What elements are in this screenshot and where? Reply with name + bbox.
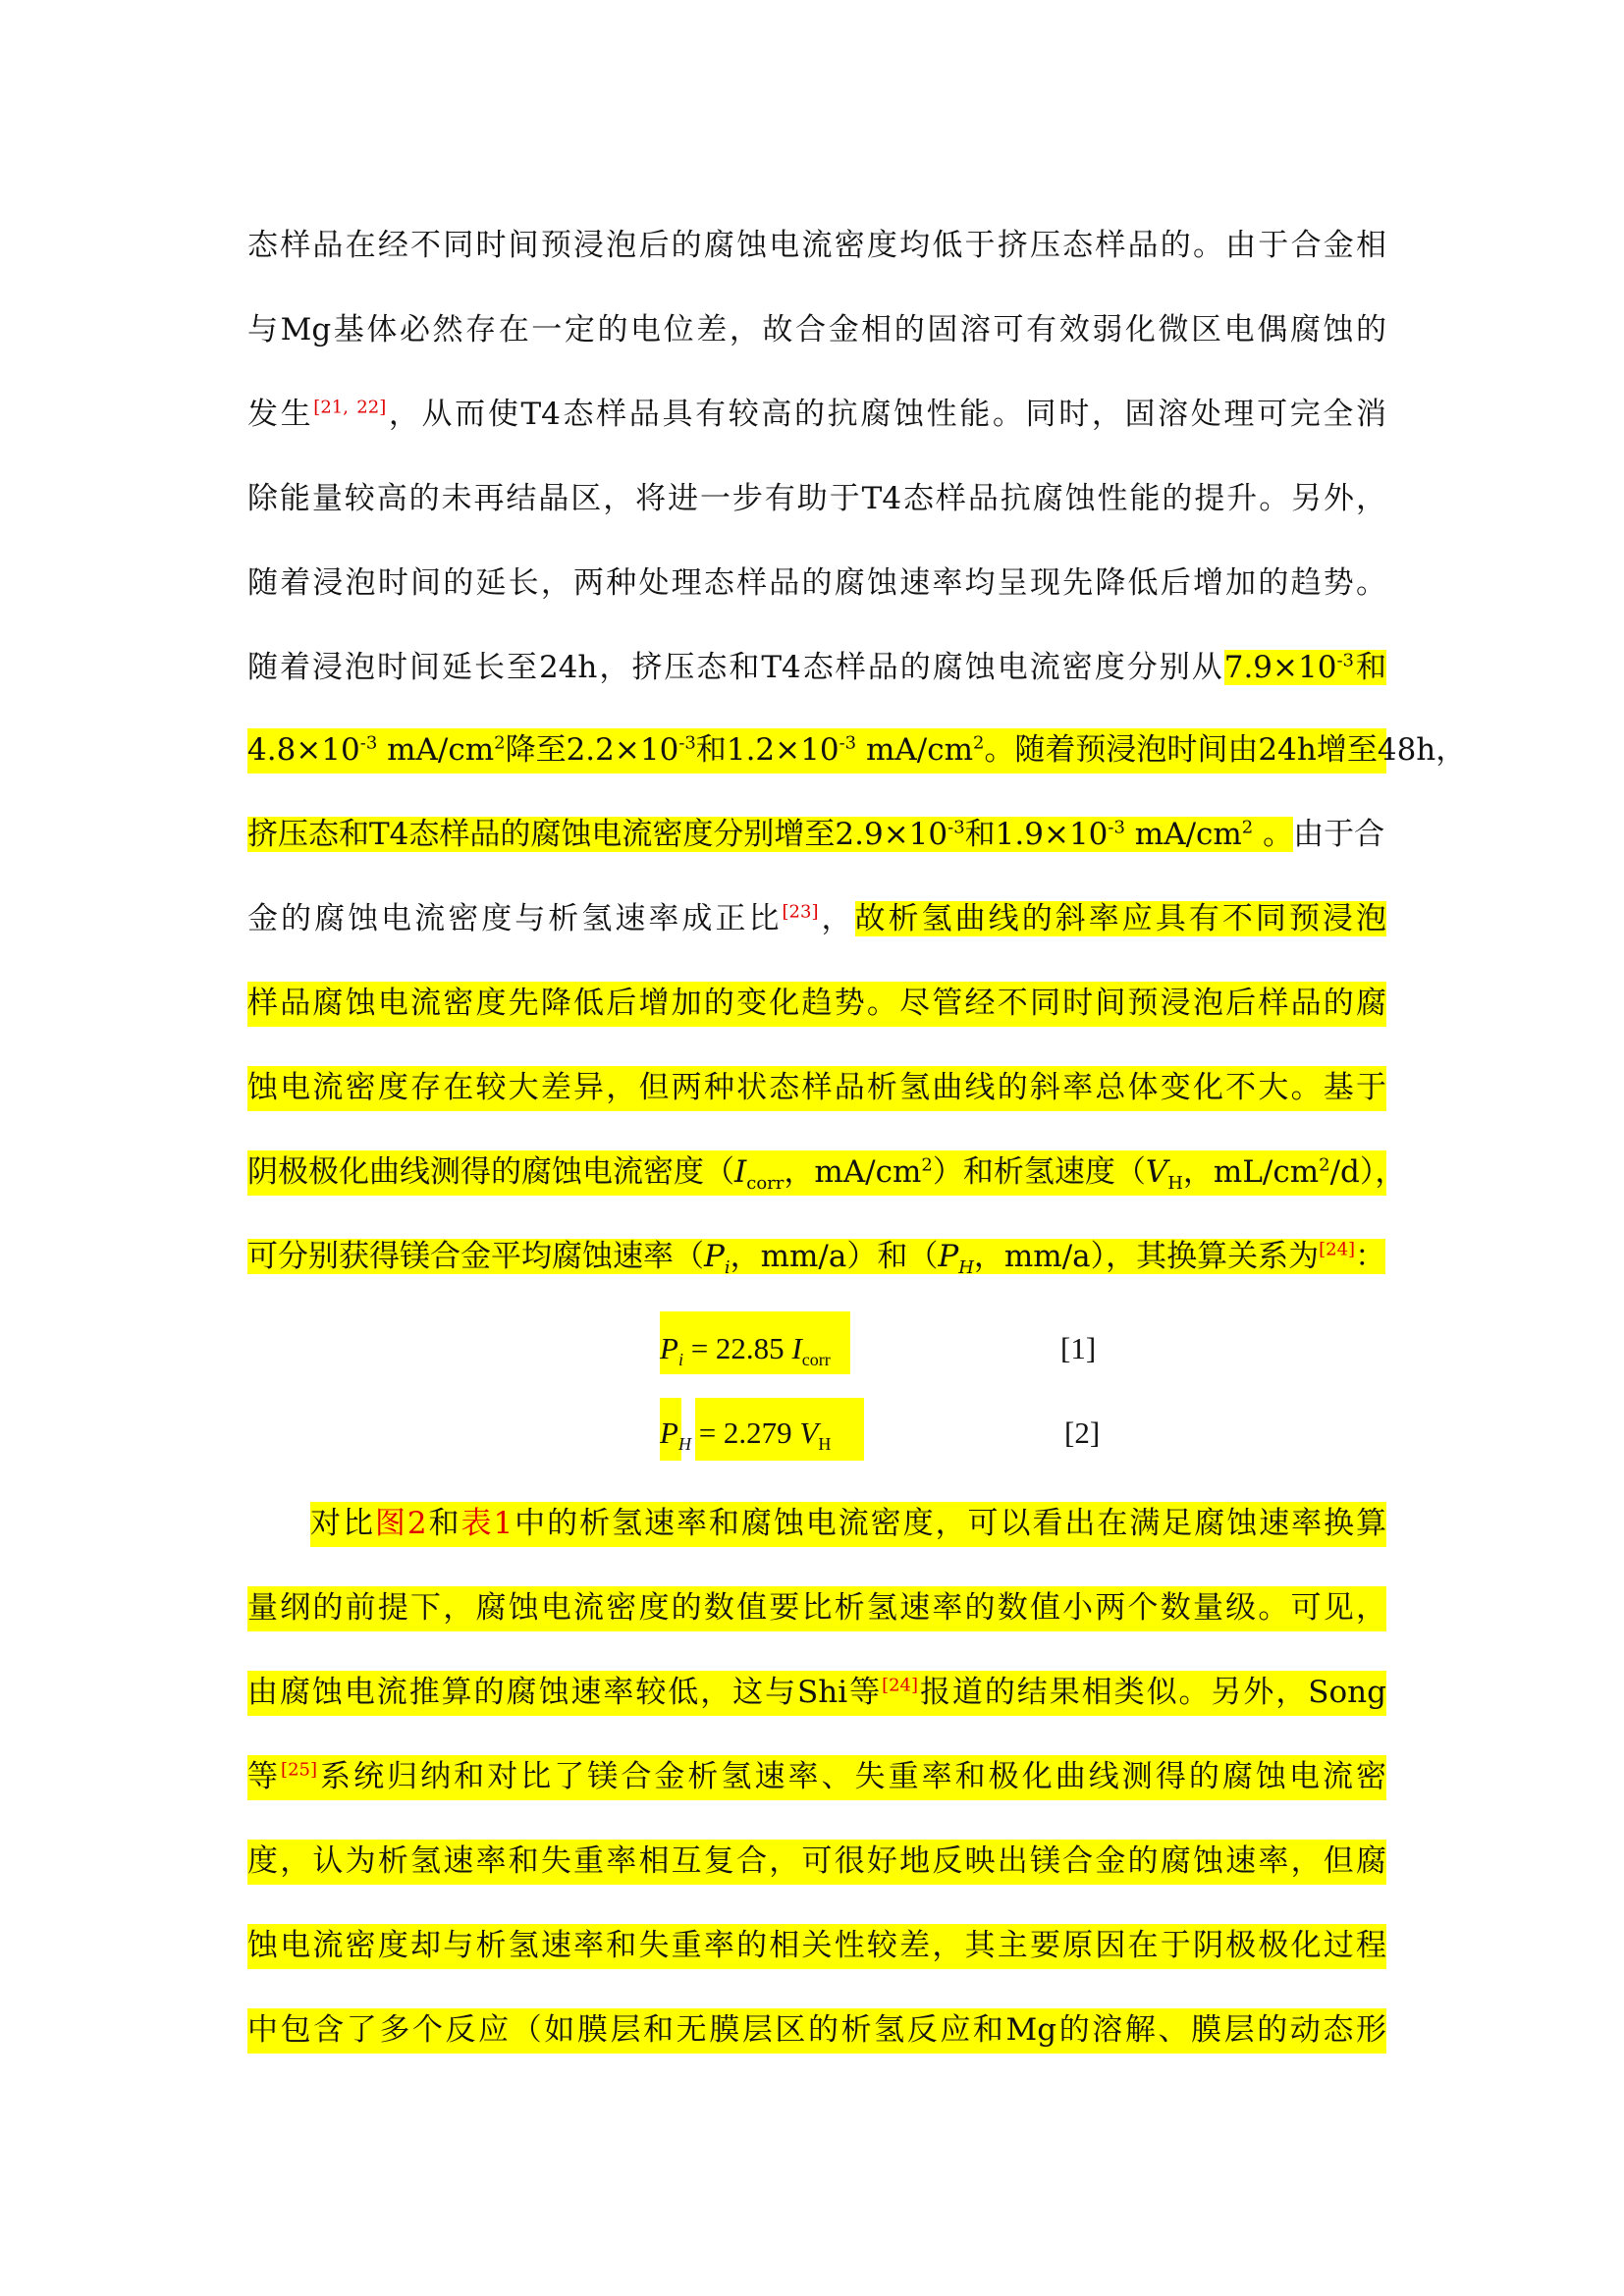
paragraph2-line-1: 对比图2和表1中的析氢速率和腐蚀电流密度，可以看出在满足腐蚀速率换算 xyxy=(310,1502,1386,1547)
equation-2-number: [2] xyxy=(1064,1415,1101,1450)
paragraph1-line-3: 发生[21, 22]，从而使T4态样品具有较高的抗腐蚀性能。同时，固溶处理可完全消 xyxy=(247,397,1387,432)
highlight-span: 挤压态和T4态样品的腐蚀电流密度分别增至$2.9\times 10^{-3}$和$1.9\times 10^{-3}$ $mA/cm^2$ 。 xyxy=(247,817,1294,852)
paragraph1-line-9: 金的腐蚀电流密度与析氢速率成正比[23]，故析氢曲线的斜率应具有不同预浸泡 xyxy=(247,901,1387,936)
paragraph2-line-5: 度，认为析氢速率和失重率相互复合，可很好地反映出镁合金的腐蚀速率，但腐 xyxy=(247,1840,1386,1885)
paragraph1-line-8: 挤压态和T4态样品的腐蚀电流密度分别增至$2.9\times 10^{-3}$和$1.9\times 10^{-3}$ $mA/cm^2$ 。由于合 xyxy=(247,817,1385,852)
paragraph2-line-6: 蚀电流密度却与析氢速率和失重率的相关性较差，其主要原因在于阴极极化过程 xyxy=(247,1924,1386,1969)
paragraph2-line-7: 中包含了多个反应（如膜层和无膜层区的析氢反应和Mg的溶解、膜层的动态形 xyxy=(247,2008,1386,2054)
citation-21-22[interactable]: [21, 22] xyxy=(313,397,387,418)
figure-2-link[interactable]: 图2 xyxy=(374,1506,427,1541)
citation-25[interactable]: [25] xyxy=(281,1759,317,1781)
paragraph1-line-6: 随着浸泡时间延长至24h，挤压态和T4态样品的腐蚀电流密度分别从$7.9\times 10^{-3}$和 xyxy=(247,650,1386,685)
paragraph1-line-1: 态样品在经不同时间预浸泡后的腐蚀电流密度均低于挤压态样品的。由于合金相 xyxy=(247,228,1386,263)
paragraph2-line-3: 由腐蚀电流推算的腐蚀速率较低，这与Shi等[24]报道的结果相类似。另外，Song xyxy=(247,1671,1386,1716)
highlight-span: $7.9\times 10^{-3}$和 xyxy=(1223,650,1386,685)
paragraph2-line-2: 量纲的前提下，腐蚀电流密度的数值要比析氢速率的数值小两个数量级。可见， xyxy=(247,1586,1386,1631)
highlight-span: 故析氢曲线的斜率应具有不同预浸泡 xyxy=(854,901,1387,936)
citation-24-b[interactable]: [24] xyxy=(882,1675,919,1696)
highlight-span: 可分别获得镁合金平均腐蚀速率（$P_i$，mm/a）和（$P_H$，mm/a），其换算关系为[24]： xyxy=(247,1239,1386,1279)
paragraph1-line-2: 与Mg基体必然存在一定的电位差，故合金相的固溶可有效弱化微区电偶腐蚀的 xyxy=(247,312,1386,347)
paragraph2-line-4: 等[25]系统归纳和对比了镁合金析氢速率、失重率和极化曲线测得的腐蚀电流密 xyxy=(247,1755,1386,1800)
paragraph1-line-4: 除能量较高的未再结晶区，将进一步有助于T4态样品抗腐蚀性能的提升。另外， xyxy=(247,481,1386,516)
paragraph1-line-7: $4.8\times 10^{-3}$ $mA/cm^2$降至$2.2\times 10^{-3}$和$1.2\times 10^{-3}$ $mA/cm^2$。随着预浸泡时间由24h增至48h， xyxy=(247,728,1386,774)
paragraph1-line-11: 蚀电流密度存在较大差异，但两种状态样品析氢曲线的斜率总体变化不大。基于 xyxy=(247,1066,1386,1111)
paragraph1-line-12: 阴极极化曲线测得的腐蚀电流密度（$I_{corr}$，$mA/cm^2$）和析氢速度（$V_H$，$mL/cm^2/d$）， xyxy=(247,1150,1386,1196)
citation-24[interactable]: [24] xyxy=(1319,1239,1356,1260)
table-1-link[interactable]: 表1 xyxy=(460,1506,514,1541)
equation-2: $P_H = 2.279$ $V_H$ xyxy=(660,1415,832,1455)
paragraph1-line-5: 随着浸泡时间的延长，两种处理态样品的腐蚀速率均呈现先降低后增加的趋势。 xyxy=(247,565,1386,601)
equation-1-number: [1] xyxy=(1060,1331,1097,1365)
equation-1: $P_i = 22.85$ $I_{corr}$ xyxy=(660,1331,831,1370)
paragraph1-line-10: 样品腐蚀电流密度先降低后增加的变化趋势。尽管经不同时间预浸泡后样品的腐 xyxy=(247,982,1386,1027)
citation-23[interactable]: [23] xyxy=(782,901,819,923)
paragraph1-line-13 xyxy=(247,1235,1386,1280)
